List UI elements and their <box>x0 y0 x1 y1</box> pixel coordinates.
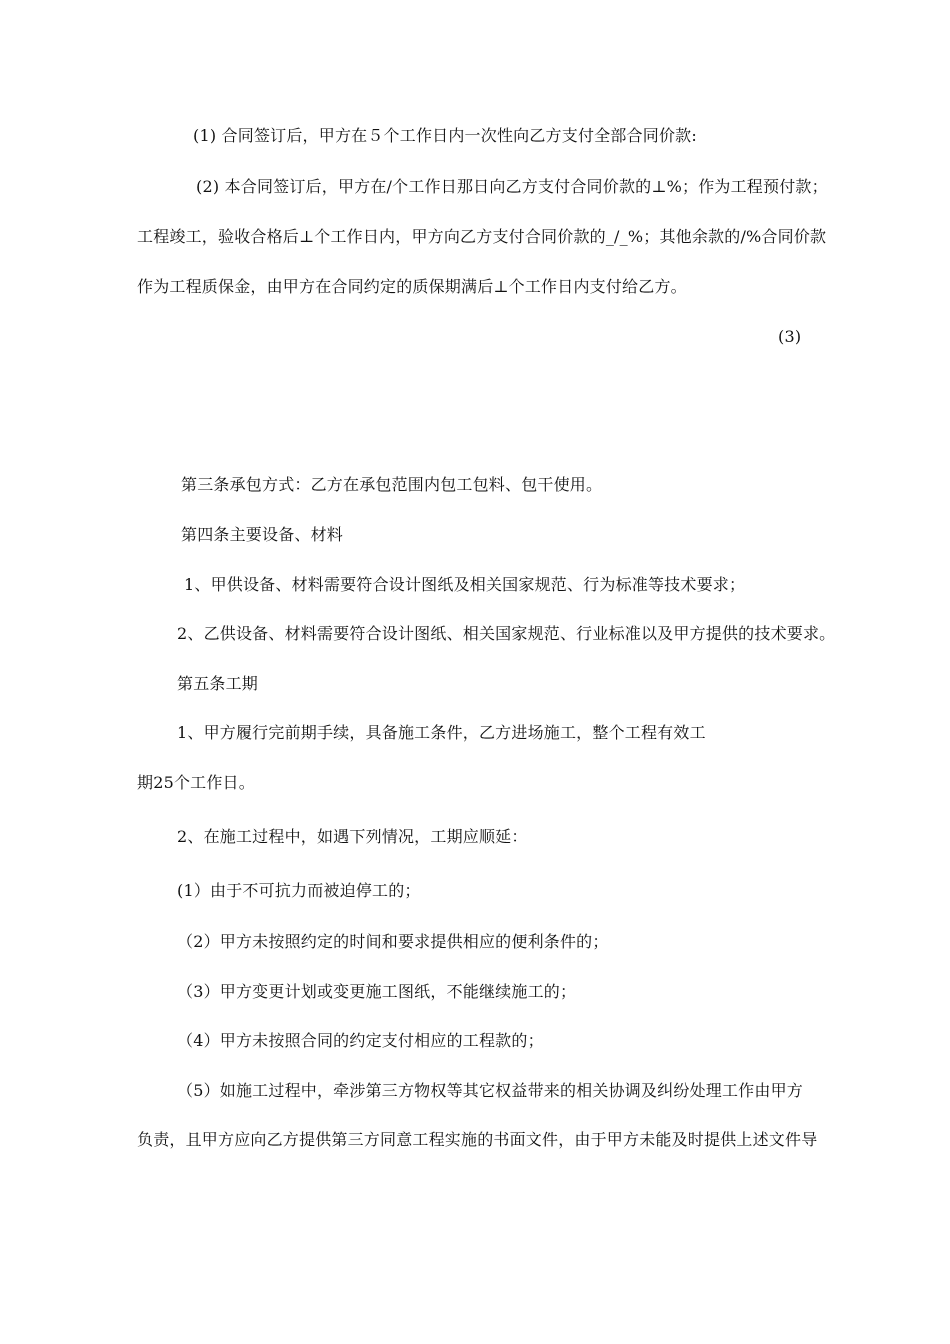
article-5-sub-5-line-2: 负责，且甲方应向乙方提供第三方同意工程实施的书面文件，由于甲方未能及时提供上述文件导 <box>137 1130 818 1149</box>
article-3-text: 第三条承包方式：乙方在承包范围内包工包料、包干使用。 <box>181 475 603 494</box>
payment-item-2-line-1: (2) 本合同签订后，甲方在/个工作日那日向乙方支付合同价款的⊥%；作为工程预付款； <box>196 177 828 196</box>
payment-item-3: (3) <box>778 327 802 346</box>
article-5-sub-2: （2）甲方未按照约定的时间和要求提供相应的便利条件的； <box>177 932 609 951</box>
article-4-heading: 第四条主要设备、材料 <box>181 525 344 544</box>
payment-item-2-line-2: 工程竣工，验收合格后⊥个工作日内，甲方向乙方支付合同价款的_/_%；其他余款的/%合同价款 <box>137 227 827 246</box>
article-5-sub-3: （3）甲方变更计划或变更施工图纸，不能继续施工的； <box>177 982 577 1001</box>
article-5-heading: 第五条工期 <box>177 674 259 693</box>
article-5-sub-5-line-1: （5）如施工过程中，牵涉第三方物权等其它权益带来的相关协调及纠纷处理工作由甲方 <box>177 1081 803 1100</box>
article-5-sub-4: （4）甲方未按照合同的约定支付相应的工程款的； <box>177 1031 544 1050</box>
payment-item-2-line-3: 作为工程质保金，由甲方在合同约定的质保期满后⊥个工作日内支付给乙方。 <box>137 277 687 296</box>
article-5-sub-1: (1）由于不可抗力而被迫停工的； <box>177 881 421 900</box>
article-5-item-1-line-2: 期25个工作日。 <box>137 773 255 792</box>
article-5-item-2: 2、在施工过程中，如遇下列情况，工期应顺延： <box>177 827 528 846</box>
article-5-item-1-line-1: 1、甲方履行完前期手续，具备施工条件，乙方进场施工，整个工程有效工 <box>177 723 706 742</box>
payment-item-1: (1) 合同签订后，甲方在５个工作日内一次性向乙方支付全部合同价款: <box>193 126 697 145</box>
article-4-item-1: 1、甲供设备、材料需要符合设计图纸及相关国家规范、行为标准等技术要求； <box>184 575 746 594</box>
article-4-item-2: 2、乙供设备、材料需要符合设计图纸、相关国家规范、行业标准以及甲方提供的技术要求。 <box>177 624 836 643</box>
